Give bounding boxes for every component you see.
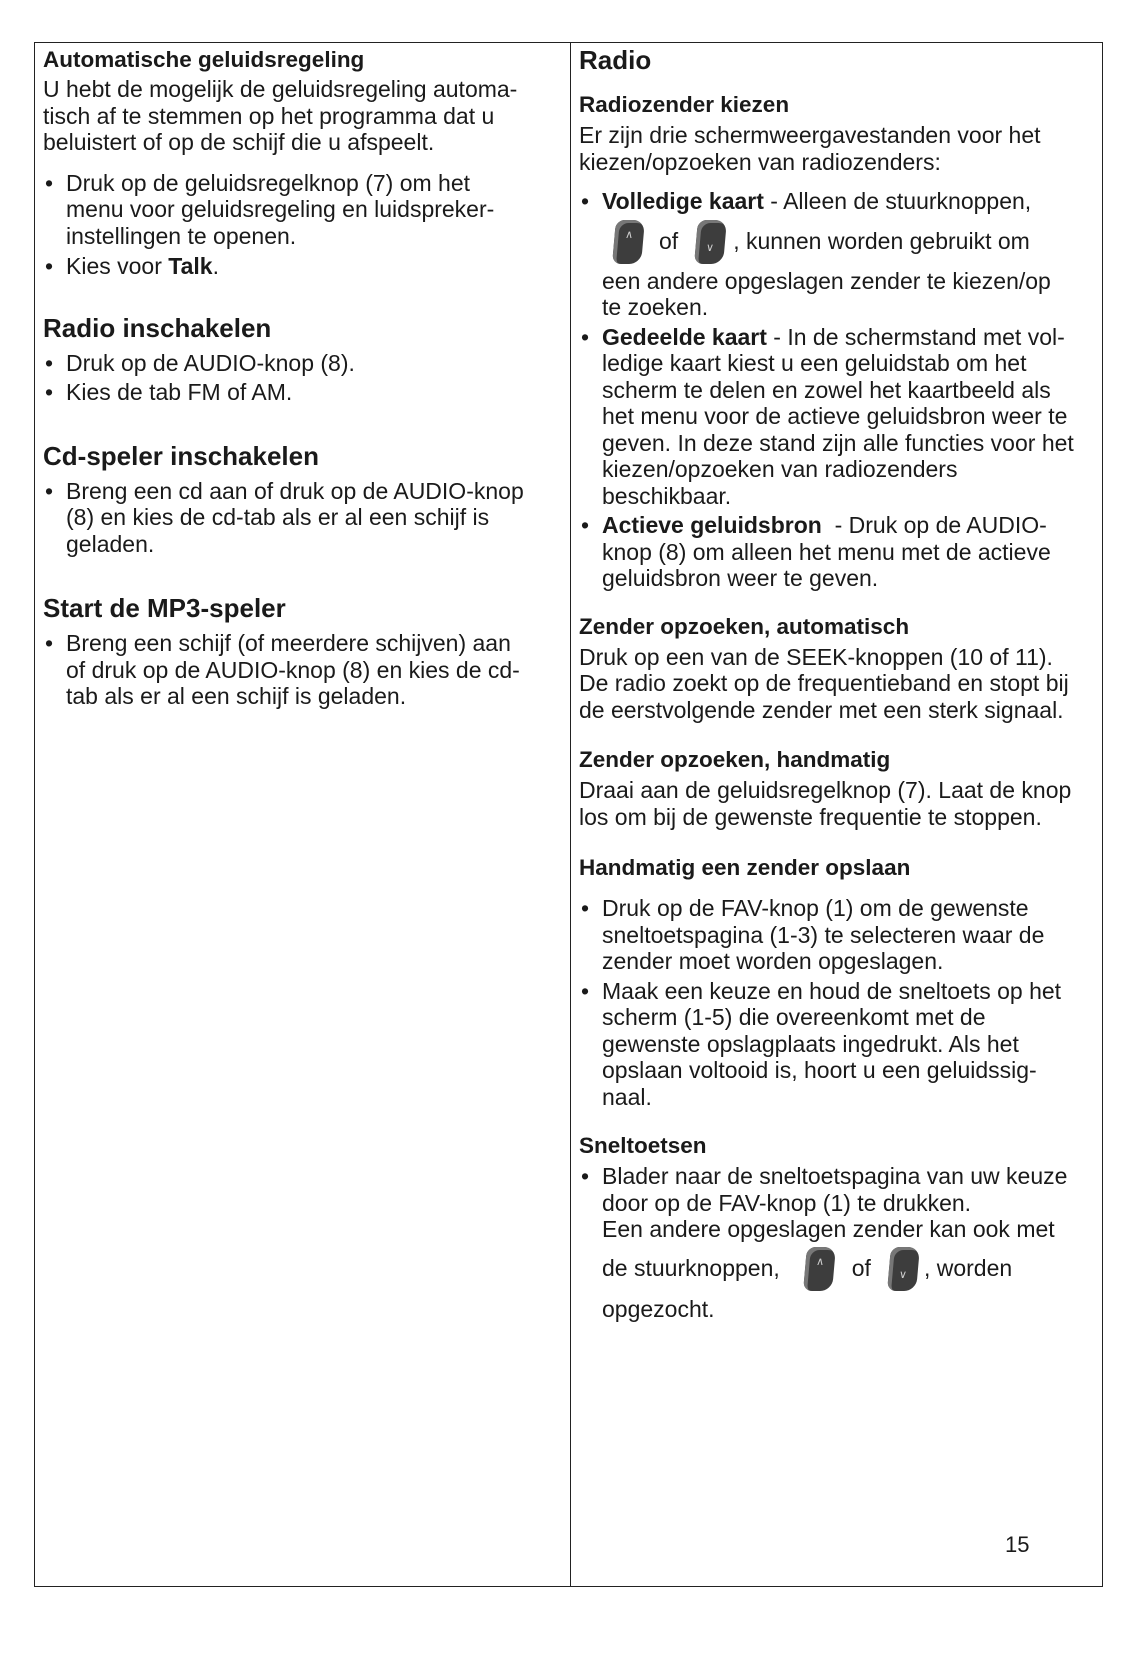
list-item	[579, 188, 1096, 321]
text-span: - Druk op de AUDIO-	[821, 512, 1047, 538]
list-item	[43, 170, 558, 250]
steering-buttons-line	[602, 219, 1096, 265]
text-line: tisch af te stemmen op het programma dat u	[43, 102, 495, 129]
auto-sound-list	[43, 170, 558, 280]
text-line: menu voor geluidsregeling en luidspreker-	[66, 196, 495, 222]
text-line: te zoeken.	[602, 294, 709, 320]
text-line: Draai aan de geluidsregelknop (7). Laat de knop	[579, 777, 1072, 803]
text-line: door op de FAV-knop (1) te drukken.	[602, 1189, 972, 1216]
text-line: beluistert of op de schijf die u afspeelt.	[43, 129, 435, 155]
radio-title: Radio	[579, 45, 652, 75]
list-item	[43, 253, 558, 280]
text-line: kiezen/opzoeken van radiozenders:	[579, 148, 941, 175]
store-station-list	[579, 895, 1096, 1110]
text-line: naal.	[602, 1083, 652, 1110]
text-line: los om bij de gewenste frequentie te stoppen.	[579, 803, 1042, 830]
text-line: geladen.	[66, 530, 155, 557]
text-span: of	[659, 228, 679, 255]
text-span: - Alleen de stuurknoppen,	[763, 188, 1032, 214]
text-line: of druk op de AUDIO-knop (8) en kies de cd-	[66, 656, 520, 683]
text-line	[602, 188, 1096, 215]
list-item	[43, 478, 558, 558]
text-line: • Breng een cd aan of druk op de AUDIO-knop	[66, 477, 524, 504]
text-line: geven. In deze stand zijn alle functies voor het	[602, 429, 1074, 456]
text-line: knop (8) om alleen het menu met de actieve	[602, 538, 1051, 565]
list-item: • Druk op de AUDIO-knop (8).	[43, 350, 558, 377]
text-line: het menu voor de actieve geluidsbron weer te	[602, 403, 1068, 429]
text-span: , worden	[923, 1255, 1013, 1282]
text-line: Er zijn drie schermweergavestanden voor het	[579, 122, 1041, 148]
text-line: Een andere opgeslagen zender kan ook met	[602, 1216, 1055, 1242]
display-modes-list	[579, 188, 1096, 592]
list-item	[579, 895, 1096, 975]
text-line: beschikbaar.	[602, 482, 732, 509]
steering-up-icon	[612, 220, 645, 264]
radio-select-title: Radiozender kiezen	[579, 92, 790, 117]
text-line	[602, 512, 1096, 539]
text-line: kiezen/opzoeken van radiozenders	[602, 456, 958, 482]
text-line: een andere opgeslagen zender te kiezen/op	[602, 267, 1051, 294]
talk-label: Talk	[168, 253, 213, 279]
text-span: .	[212, 253, 219, 279]
text-line: geluidsbron weer te geven.	[602, 565, 879, 591]
text-line: Druk op een van de SEEK-knoppen (10 of 11).	[579, 643, 1053, 670]
text-line: tab als er al een schijf is geladen.	[66, 683, 407, 709]
text-line: • Breng een schijf (of meerdere schijven) aan	[66, 630, 511, 656]
text-span: Kies voor	[66, 253, 169, 279]
left-column	[35, 43, 571, 1586]
shared-map-label: Gedeelde kaart	[602, 323, 767, 350]
text-line: De radio zoekt op de frequentieband en stopt bij	[579, 670, 1069, 696]
text-line: • Druk op de geluidsregelknop (7) om het	[66, 169, 471, 196]
text-span: of	[851, 1255, 871, 1282]
text-line: sneltoetspagina (1-3) te selecteren waar de	[602, 921, 1045, 948]
full-map-label: Volledige kaart	[602, 188, 764, 214]
list-item	[579, 978, 1096, 1111]
list-item	[579, 1163, 1096, 1322]
auto-sound-paragraph	[43, 76, 558, 156]
text-line: scherm te delen en zowel het kaartbeeld als	[602, 376, 1051, 403]
seek-manual-paragraph	[579, 777, 1096, 830]
text-span: - In de schermstand met vol-	[766, 323, 1065, 350]
presets-list	[579, 1163, 1096, 1322]
auto-sound-title: Automatische geluidsregeling	[43, 47, 365, 72]
radio-on-title: Radio inschakelen	[43, 312, 272, 343]
seek-auto-paragraph	[579, 644, 1096, 724]
store-station-title: Handmatig een zender opslaan	[579, 855, 911, 880]
steering-down-icon	[887, 1247, 920, 1291]
page-frame	[34, 42, 1103, 1587]
text-line: opgezocht.	[602, 1295, 715, 1322]
text-line: (8) en kies de cd-tab als er al een schijf is	[66, 504, 490, 530]
list-item	[43, 630, 558, 710]
page-number: 15	[1005, 1532, 1030, 1557]
text-line: • Druk op de FAV-knop (1) om de gewenste	[602, 895, 1029, 921]
text-line: U hebt de mogelijk de geluidsregeling automa-	[43, 76, 518, 102]
mp3-list	[43, 630, 558, 710]
seek-auto-title: Zender opzoeken, automatisch	[579, 613, 910, 639]
steering-down-icon	[694, 220, 727, 264]
list-item: • Kies de tab FM of AM.	[43, 379, 558, 406]
mp3-title: Start de MP3-speler	[43, 593, 286, 623]
list-item	[579, 324, 1096, 510]
text-line: de eerstvolgende zender met een sterk signaal.	[579, 696, 1064, 723]
text-span: , kunnen worden gebruikt om	[733, 228, 1030, 255]
text-line: • Blader naar de sneltoetspagina van uw keuze	[602, 1163, 1068, 1189]
list-item	[579, 512, 1096, 592]
active-source-label: Actieve geluidsbron	[602, 512, 822, 538]
steering-buttons-line	[602, 1245, 1096, 1293]
right-column	[571, 43, 1102, 1586]
steering-up-icon	[803, 1247, 836, 1291]
seek-manual-title: Zender opzoeken, handmatig	[579, 747, 891, 772]
radio-on-list	[43, 350, 558, 406]
text-line: ledige kaart kiest u een geluidstab om het	[602, 350, 1027, 376]
text-line: opslaan voltooid is, hoort u een geluidssig-	[602, 1057, 1037, 1083]
text-line	[602, 324, 1096, 351]
text-line: gewenste opslagplaats ingedrukt. Als het	[602, 1030, 1019, 1057]
text-line: scherm (1-5) die overeenkomt met de	[602, 1004, 986, 1030]
text-line: zender moet worden opgeslagen.	[602, 948, 944, 974]
text-line: instellingen te openen.	[66, 222, 297, 249]
cd-on-list	[43, 478, 558, 558]
presets-title: Sneltoetsen	[579, 1133, 707, 1158]
radio-select-paragraph	[579, 122, 1096, 175]
cd-on-title: Cd-speler inschakelen	[43, 440, 319, 471]
text-line: • Maak een keuze en houd de sneltoets op het	[602, 977, 1062, 1004]
text-span: de stuurknoppen,	[602, 1255, 780, 1282]
